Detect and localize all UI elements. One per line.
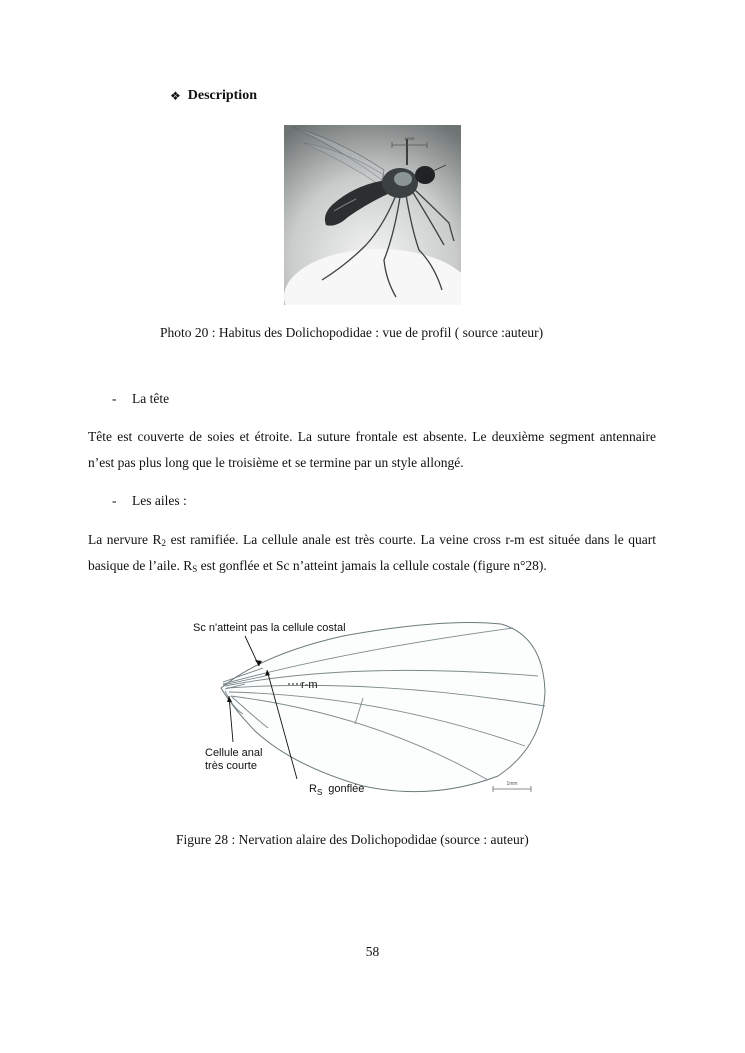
head-title: La tête — [132, 391, 170, 406]
section-heading — [170, 88, 257, 104]
section-title: Description — [187, 88, 257, 103]
bullet-dash: - — [112, 493, 117, 508]
page-number: 58 — [365, 944, 380, 959]
rm-label: r-m — [301, 679, 318, 691]
bullet-dash: - — [112, 391, 117, 406]
photo-scale-label: 1mm — [404, 136, 415, 141]
wings-bullet — [112, 493, 187, 509]
wing-venation-figure — [183, 596, 563, 811]
anal-cell-label-line2: très courte — [205, 760, 257, 772]
anal-cell-label-line1: Cellule anal — [205, 747, 263, 759]
wings-paragraph: La nervure $R_2$ est ramifiée. La cellule anale est très courte. La veine cross r-m est située dans le quart basique de l’aile. $R_S$ est gonflée et Sc n’atteint jamais la cellule costale (figure n°28). — [88, 532, 656, 574]
sc-label: Sc n'atteint pas la cellule costal — [193, 622, 346, 634]
dolichopodidae-photo — [284, 125, 461, 305]
figure-scale-label: 1mm — [506, 781, 518, 787]
head-bullet — [112, 391, 169, 407]
photo-caption: Photo 20 : Habitus des Dolichopodidae : vue de profil ( source :auteur) — [160, 325, 544, 340]
diamond-bullet-icon: ❖ — [170, 88, 181, 103]
rs-label: $R_S$ gonflée — [309, 783, 365, 797]
figure-caption: Figure 28 : Nervation alaire des Dolichopodidae (source : auteur) — [176, 832, 529, 847]
wings-title: Les ailes : — [132, 493, 187, 508]
head-paragraph: Tête est couverte de soies et étroite. La suture frontale est absente. Le deuxième segment antennaire n’est pas plus long que le troisième et se termine par un style allongé. — [88, 429, 656, 470]
